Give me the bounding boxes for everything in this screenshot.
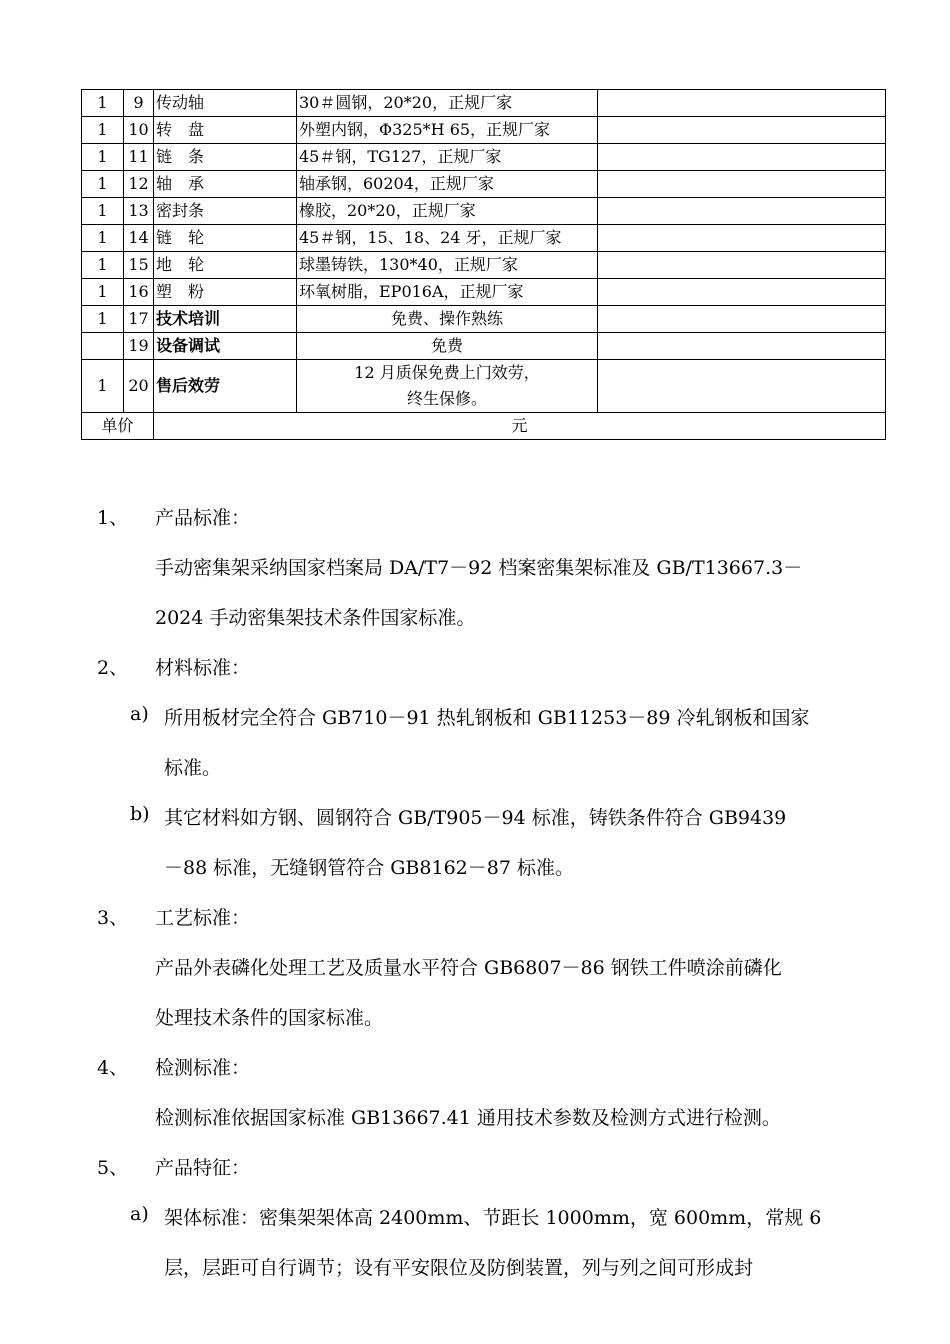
- paragraph-line: 标准。: [164, 757, 222, 779]
- section-title: 产品特征：: [155, 1157, 251, 1179]
- item-name-cell: 传动轴: [154, 90, 297, 117]
- item-spec-cell: 45＃钢，TG127，正规厂家: [297, 144, 598, 171]
- qty-cell: 1: [82, 90, 124, 117]
- empty-cell: [598, 117, 886, 144]
- paragraph-line: 处理技术条件的国家标准。: [155, 1007, 384, 1029]
- empty-cell: [598, 90, 886, 117]
- item-spec-cell: 免费、操作熟练: [297, 306, 598, 333]
- table-row: [82, 144, 886, 171]
- item-spec-cell: 30＃圆钢，20*20，正规厂家: [297, 90, 598, 117]
- qty-cell: [82, 333, 124, 360]
- item-name-cell: 转 盘: [154, 117, 297, 144]
- item-no-cell: 12: [124, 171, 154, 198]
- item-name-cell: 塑 粉: [154, 279, 297, 306]
- qty-cell: 1: [82, 117, 124, 144]
- table-row: [82, 306, 886, 333]
- table-row: [82, 90, 886, 117]
- item-name-cell: 轴 承: [154, 171, 297, 198]
- item-spec-cell: 轴承钢，60204，正规厂家: [297, 171, 598, 198]
- item-name-cell: 设备调试: [154, 333, 297, 360]
- item-spec-cell: 环氧树脂，EP016A，正规厂家: [297, 279, 598, 306]
- qty-cell: 1: [82, 306, 124, 333]
- paragraph-line: 手动密集架采纳国家档案局 DA/T7－92 档案密集架标准及 GB/T13667.3－: [155, 557, 803, 579]
- list-marker: a): [130, 703, 149, 725]
- item-name-cell: 链 轮: [154, 225, 297, 252]
- table-row: [82, 117, 886, 144]
- item-no-cell: 16: [124, 279, 154, 306]
- paragraph-line: 检测标准依据国家标准 GB13667.41 通用技术参数及检测方式进行检测。: [155, 1107, 781, 1129]
- section-title: 工艺标准：: [155, 907, 251, 929]
- empty-cell: [598, 333, 886, 360]
- item-spec-cell: 橡胶，20*20，正规厂家: [297, 198, 598, 225]
- empty-cell: [598, 198, 886, 225]
- section-title: 材料标准：: [155, 657, 251, 679]
- section-number: 4、: [97, 1057, 129, 1079]
- table-row: [82, 360, 886, 413]
- list-marker: a): [130, 1203, 149, 1225]
- paragraph-line: 架体标准：密集架架体高 2400mm、节距长 1000mm，宽 600mm，常规 6: [164, 1207, 822, 1229]
- item-no-cell: 20: [124, 360, 154, 413]
- item-name-cell: 密封条: [154, 198, 297, 225]
- qty-cell: 1: [82, 171, 124, 198]
- table-row: [82, 279, 886, 306]
- spec-line: 终生保修。: [406, 389, 487, 408]
- table-row: [82, 171, 886, 198]
- item-no-cell: 15: [124, 252, 154, 279]
- qty-cell: 1: [82, 198, 124, 225]
- empty-cell: [598, 279, 886, 306]
- empty-cell: [598, 225, 886, 252]
- item-spec-cell: 球墨铸铁，130*40，正规厂家: [297, 252, 598, 279]
- empty-cell: [598, 306, 886, 333]
- item-no-cell: 9: [124, 90, 154, 117]
- spec-table: [81, 89, 886, 440]
- section-number: 5、: [97, 1157, 129, 1179]
- item-no-cell: 17: [124, 306, 154, 333]
- qty-cell: 1: [82, 360, 124, 413]
- section-number: 2、: [97, 657, 129, 679]
- paragraph-line: 产品外表磷化处理工艺及质量水平符合 GB6807－86 钢铁工件喷涂前磷化: [155, 957, 782, 979]
- item-name-cell: 链 条: [154, 144, 297, 171]
- paragraph-line: 层，层距可自行调节；设有平安限位及防倒装置，列与列之间可形成封: [164, 1257, 754, 1279]
- unit-price-label: 单价: [82, 413, 154, 440]
- item-name-cell: 售后效劳: [154, 360, 297, 413]
- qty-cell: 1: [82, 144, 124, 171]
- item-spec-cell: 45＃钢，15、18、24 牙，正规厂家: [297, 225, 598, 252]
- qty-cell: 1: [82, 279, 124, 306]
- unit-price-value: 元: [154, 413, 886, 440]
- section-number: 1、: [97, 507, 129, 529]
- empty-cell: [598, 171, 886, 198]
- item-no-cell: 11: [124, 144, 154, 171]
- table-row-unit-price: [82, 413, 886, 440]
- item-name-cell: 地 轮: [154, 252, 297, 279]
- paragraph-line: －88 标准，无缝钢管符合 GB8162－87 标准。: [164, 857, 574, 879]
- spec-line: 12 月质保免费上门效劳，: [354, 363, 540, 382]
- empty-cell: [598, 360, 886, 413]
- item-no-cell: 10: [124, 117, 154, 144]
- empty-cell: [598, 252, 886, 279]
- item-spec-cell: [297, 360, 598, 413]
- qty-cell: 1: [82, 252, 124, 279]
- qty-cell: 1: [82, 225, 124, 252]
- section-number: 3、: [97, 907, 129, 929]
- table-row: [82, 198, 886, 225]
- item-spec-cell: 外塑内钢，Φ325*H 65，正规厂家: [297, 117, 598, 144]
- paragraph-line: 其它材料如方钢、圆钢符合 GB/T905－94 标准，铸铁条件符合 GB9439: [164, 807, 787, 829]
- table-row: [82, 225, 886, 252]
- paragraph-line: 所用板材完全符合 GB710－91 热轧钢板和 GB11253－89 冷轧钢板和国家: [164, 707, 810, 729]
- table-row: [82, 252, 886, 279]
- item-no-cell: 13: [124, 198, 154, 225]
- empty-cell: [598, 144, 886, 171]
- section-title: 产品标准：: [155, 507, 251, 529]
- item-spec-cell: 免费: [297, 333, 598, 360]
- paragraph-line: 2024 手动密集架技术条件国家标准。: [155, 607, 476, 629]
- list-marker: b): [130, 803, 150, 825]
- item-name-cell: 技术培训: [154, 306, 297, 333]
- section-title: 检测标准：: [155, 1057, 251, 1079]
- table-row: [82, 333, 886, 360]
- item-no-cell: 14: [124, 225, 154, 252]
- item-no-cell: 19: [124, 333, 154, 360]
